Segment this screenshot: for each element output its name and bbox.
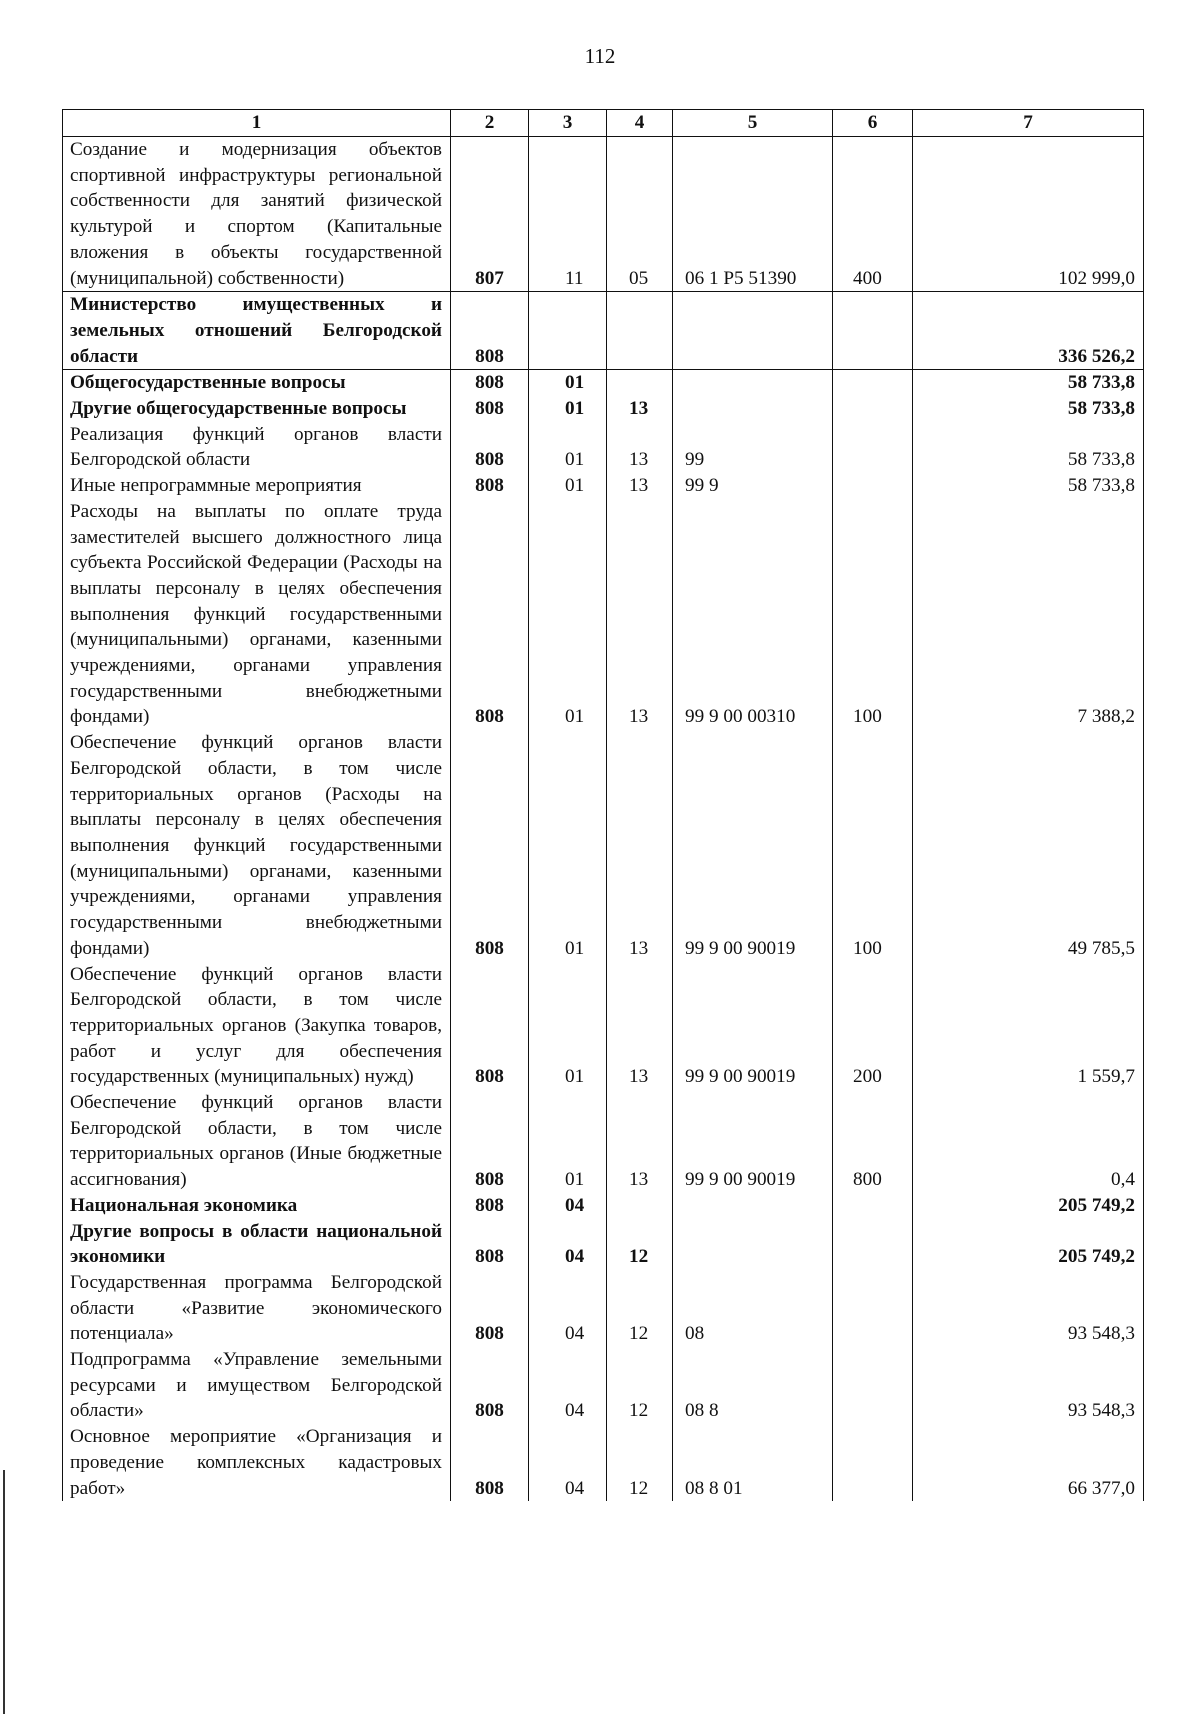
header-col-7: 7 (913, 110, 1144, 137)
row-name: Обеспечение функций органов власти Белгородской области, в том числе территориальных органов (Закупка товаров, работ и услуг для обеспечения государственных (муниципальных) нужд) (63, 962, 451, 1091)
header-col-6: 6 (833, 110, 913, 137)
row-ministry-code: 807 (451, 137, 529, 292)
row-name: Обеспечение функций органов власти Белгородской области, в том числе территориальных органов (Расходы на выплаты персоналу в целях обеспечения выполнения функций государственными (муниципальными) органами, казенными учреждениями, органами управления государственными внебюджетными фондами) (63, 730, 451, 961)
row-subsection: 13 (607, 730, 673, 961)
row-target-code: 06 1 P5 51390 (673, 137, 833, 292)
row-amount: 93 548,3 (913, 1347, 1144, 1424)
row-ministry-code: 808 (451, 396, 529, 422)
row-amount: 336 526,2 (913, 292, 1144, 370)
row-name: Другие общегосударственные вопросы (63, 396, 451, 422)
row-expense-type (833, 1193, 913, 1219)
row-expense-type (833, 292, 913, 370)
row-ministry-code: 808 (451, 1424, 529, 1501)
row-name: Другие вопросы в области национальной экономики (63, 1219, 451, 1270)
row-ministry-code: 808 (451, 730, 529, 961)
table-row (63, 396, 1144, 422)
row-expense-type: 400 (833, 137, 913, 292)
row-section: 01 (529, 730, 607, 961)
row-amount: 58 733,8 (913, 473, 1144, 499)
table-row (63, 1424, 1144, 1501)
row-target-code: 99 9 00 90019 (673, 730, 833, 961)
row-amount: 58 733,8 (913, 370, 1144, 396)
row-name: Министерство имущественных и земельных отношений Белгородской области (63, 292, 451, 370)
row-subsection (607, 292, 673, 370)
row-name: Государственная программа Белгородской области «Развитие экономического потенциала» (63, 1270, 451, 1347)
row-target-code (673, 292, 833, 370)
row-section: 04 (529, 1347, 607, 1424)
row-subsection: 13 (607, 499, 673, 730)
row-ministry-code: 808 (451, 1270, 529, 1347)
row-target-code (673, 370, 833, 396)
row-subsection (607, 370, 673, 396)
table-row (63, 137, 1144, 292)
row-amount: 205 749,2 (913, 1219, 1144, 1270)
row-name: Обеспечение функций органов власти Белгородской области, в том числе территориальных органов (Иные бюджетные ассигнования) (63, 1090, 451, 1193)
table-row (63, 1219, 1144, 1270)
row-name: Основное мероприятие «Организация и проведение комплексных кадастровых работ» (63, 1424, 451, 1501)
row-subsection: 12 (607, 1270, 673, 1347)
row-ministry-code: 808 (451, 962, 529, 1091)
row-section: 04 (529, 1424, 607, 1501)
row-target-code (673, 1219, 833, 1270)
row-section: 04 (529, 1193, 607, 1219)
row-amount: 66 377,0 (913, 1424, 1144, 1501)
row-section: 01 (529, 962, 607, 1091)
table-row (63, 473, 1144, 499)
row-ministry-code: 808 (451, 370, 529, 396)
row-amount: 7 388,2 (913, 499, 1144, 730)
row-target-code: 08 8 01 (673, 1424, 833, 1501)
row-target-code: 99 9 00 00310 (673, 499, 833, 730)
row-ministry-code: 808 (451, 1219, 529, 1270)
row-ministry-code: 808 (451, 292, 529, 370)
row-section: 04 (529, 1219, 607, 1270)
row-subsection: 05 (607, 137, 673, 292)
row-subsection: 13 (607, 962, 673, 1091)
row-amount: 1 559,7 (913, 962, 1144, 1091)
row-name: Расходы на выплаты по оплате труда заместителей высшего должностного лица субъекта Российской Федерации (Расходы на выплаты персоналу в целях обеспечения выполнения функций государственными (муниципальными) органами, казенными учреждениями, органами управления государственными внебюджетными фондами) (63, 499, 451, 730)
row-section: 01 (529, 422, 607, 473)
row-target-code: 99 9 (673, 473, 833, 499)
row-ministry-code: 808 (451, 422, 529, 473)
row-section: 11 (529, 137, 607, 292)
row-expense-type (833, 370, 913, 396)
table-row (63, 422, 1144, 473)
row-name: Подпрограмма «Управление земельными ресурсами и имуществом Белгородской области» (63, 1347, 451, 1424)
header-col-1: 1 (63, 110, 451, 137)
row-amount: 0,4 (913, 1090, 1144, 1193)
row-target-code (673, 396, 833, 422)
table-row (63, 1270, 1144, 1347)
row-amount: 49 785,5 (913, 730, 1144, 961)
row-expense-type: 100 (833, 499, 913, 730)
row-amount: 93 548,3 (913, 1270, 1144, 1347)
row-expense-type (833, 1270, 913, 1347)
row-amount: 58 733,8 (913, 422, 1144, 473)
row-expense-type (833, 396, 913, 422)
row-subsection: 13 (607, 422, 673, 473)
row-name: Реализация функций органов власти Белгородской области (63, 422, 451, 473)
header-col-3: 3 (529, 110, 607, 137)
row-section: 01 (529, 473, 607, 499)
table-row (63, 1090, 1144, 1193)
row-subsection: 13 (607, 396, 673, 422)
row-section: 01 (529, 396, 607, 422)
row-ministry-code: 808 (451, 473, 529, 499)
row-expense-type (833, 422, 913, 473)
table-row (63, 370, 1144, 396)
row-expense-type (833, 1219, 913, 1270)
budget-table (62, 109, 1144, 1501)
row-target-code: 08 (673, 1270, 833, 1347)
row-amount: 205 749,2 (913, 1193, 1144, 1219)
row-amount: 102 999,0 (913, 137, 1144, 292)
row-subsection: 13 (607, 1090, 673, 1193)
row-expense-type: 100 (833, 730, 913, 961)
row-name: Национальная экономика (63, 1193, 451, 1219)
row-name: Иные непрограммные мероприятия (63, 473, 451, 499)
row-amount: 58 733,8 (913, 396, 1144, 422)
header-col-4: 4 (607, 110, 673, 137)
header-col-2: 2 (451, 110, 529, 137)
row-target-code (673, 1193, 833, 1219)
row-name: Создание и модернизация объектов спортивной инфраструктуры региональной собственности для занятий физической культурой и спортом (Капитальные вложения в объекты государственной (муниципальной) собственности) (63, 137, 451, 292)
row-ministry-code: 808 (451, 1193, 529, 1219)
row-ministry-code: 808 (451, 499, 529, 730)
row-target-code: 99 9 00 90019 (673, 962, 833, 1091)
row-expense-type (833, 1424, 913, 1501)
row-expense-type (833, 473, 913, 499)
table-row (63, 730, 1144, 961)
table-row (63, 292, 1144, 370)
row-expense-type: 200 (833, 962, 913, 1091)
page-number: 112 (584, 44, 616, 68)
row-subsection: 12 (607, 1219, 673, 1270)
table-row (63, 1347, 1144, 1424)
row-target-code: 99 9 00 90019 (673, 1090, 833, 1193)
row-subsection: 12 (607, 1347, 673, 1424)
row-section: 04 (529, 1270, 607, 1347)
row-ministry-code: 808 (451, 1347, 529, 1424)
row-expense-type (833, 1347, 913, 1424)
row-section: 01 (529, 370, 607, 396)
row-subsection: 13 (607, 473, 673, 499)
row-target-code: 99 (673, 422, 833, 473)
row-subsection: 12 (607, 1424, 673, 1501)
row-target-code: 08 8 (673, 1347, 833, 1424)
row-section: 01 (529, 1090, 607, 1193)
header-row (63, 110, 1144, 137)
scan-edge-line (3, 1470, 5, 1714)
table-row (63, 962, 1144, 1091)
row-name: Общегосударственные вопросы (63, 370, 451, 396)
row-section (529, 292, 607, 370)
row-ministry-code: 808 (451, 1090, 529, 1193)
row-subsection (607, 1193, 673, 1219)
table-row (63, 499, 1144, 730)
row-expense-type: 800 (833, 1090, 913, 1193)
row-section: 01 (529, 499, 607, 730)
table-row (63, 1193, 1144, 1219)
header-col-5: 5 (673, 110, 833, 137)
